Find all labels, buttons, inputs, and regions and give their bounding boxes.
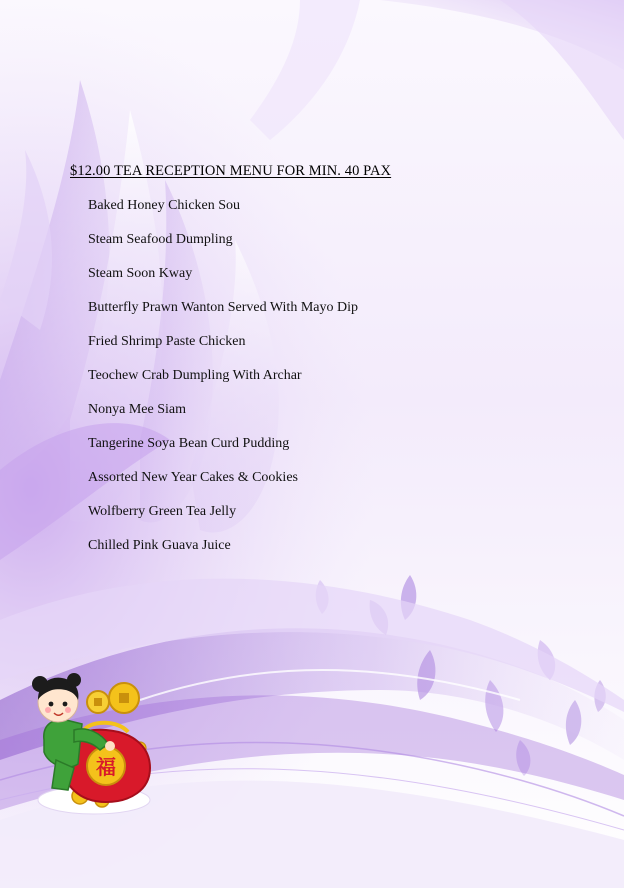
menu-item-text: Fried Shrimp Paste Chicken	[88, 334, 246, 349]
menu-item	[88, 196, 358, 230]
menu-item-text: Wolfberry Green Tea Jelly	[88, 504, 237, 519]
menu-item-text: Nonya Mee Siam	[88, 402, 186, 417]
menu-item	[88, 468, 358, 502]
menu-item	[88, 434, 358, 468]
menu-item-text: Tangerine Soya Bean Curd Pudding	[88, 436, 290, 451]
menu-item	[88, 400, 358, 434]
menu-item	[88, 332, 358, 366]
menu-item	[88, 264, 358, 298]
menu-item	[88, 230, 358, 264]
menu-item-text: Butterfly Prawn Wanton Served With Mayo Dip	[88, 300, 358, 315]
menu-item	[88, 502, 358, 536]
menu-item-text: Steam Seafood Dumpling	[88, 232, 233, 247]
menu-item-list	[88, 196, 358, 570]
fortune-child-illustration	[22, 660, 172, 820]
menu-item	[88, 298, 358, 332]
menu-item	[88, 366, 358, 400]
fortune-glyph: 福	[96, 755, 116, 779]
menu-title: $12.00 TEA RECEPTION MENU FOR MIN. 40 PAX	[70, 163, 392, 179]
menu-item-text: Assorted New Year Cakes & Cookies	[88, 470, 298, 485]
menu-item-text: Chilled Pink Guava Juice	[88, 538, 231, 553]
menu-item	[88, 536, 358, 570]
menu-item-text: Steam Soon Kway	[88, 266, 193, 281]
menu-item-text: Baked Honey Chicken Sou	[88, 198, 241, 213]
menu-item-text: Teochew Crab Dumpling With Archar	[88, 368, 302, 383]
